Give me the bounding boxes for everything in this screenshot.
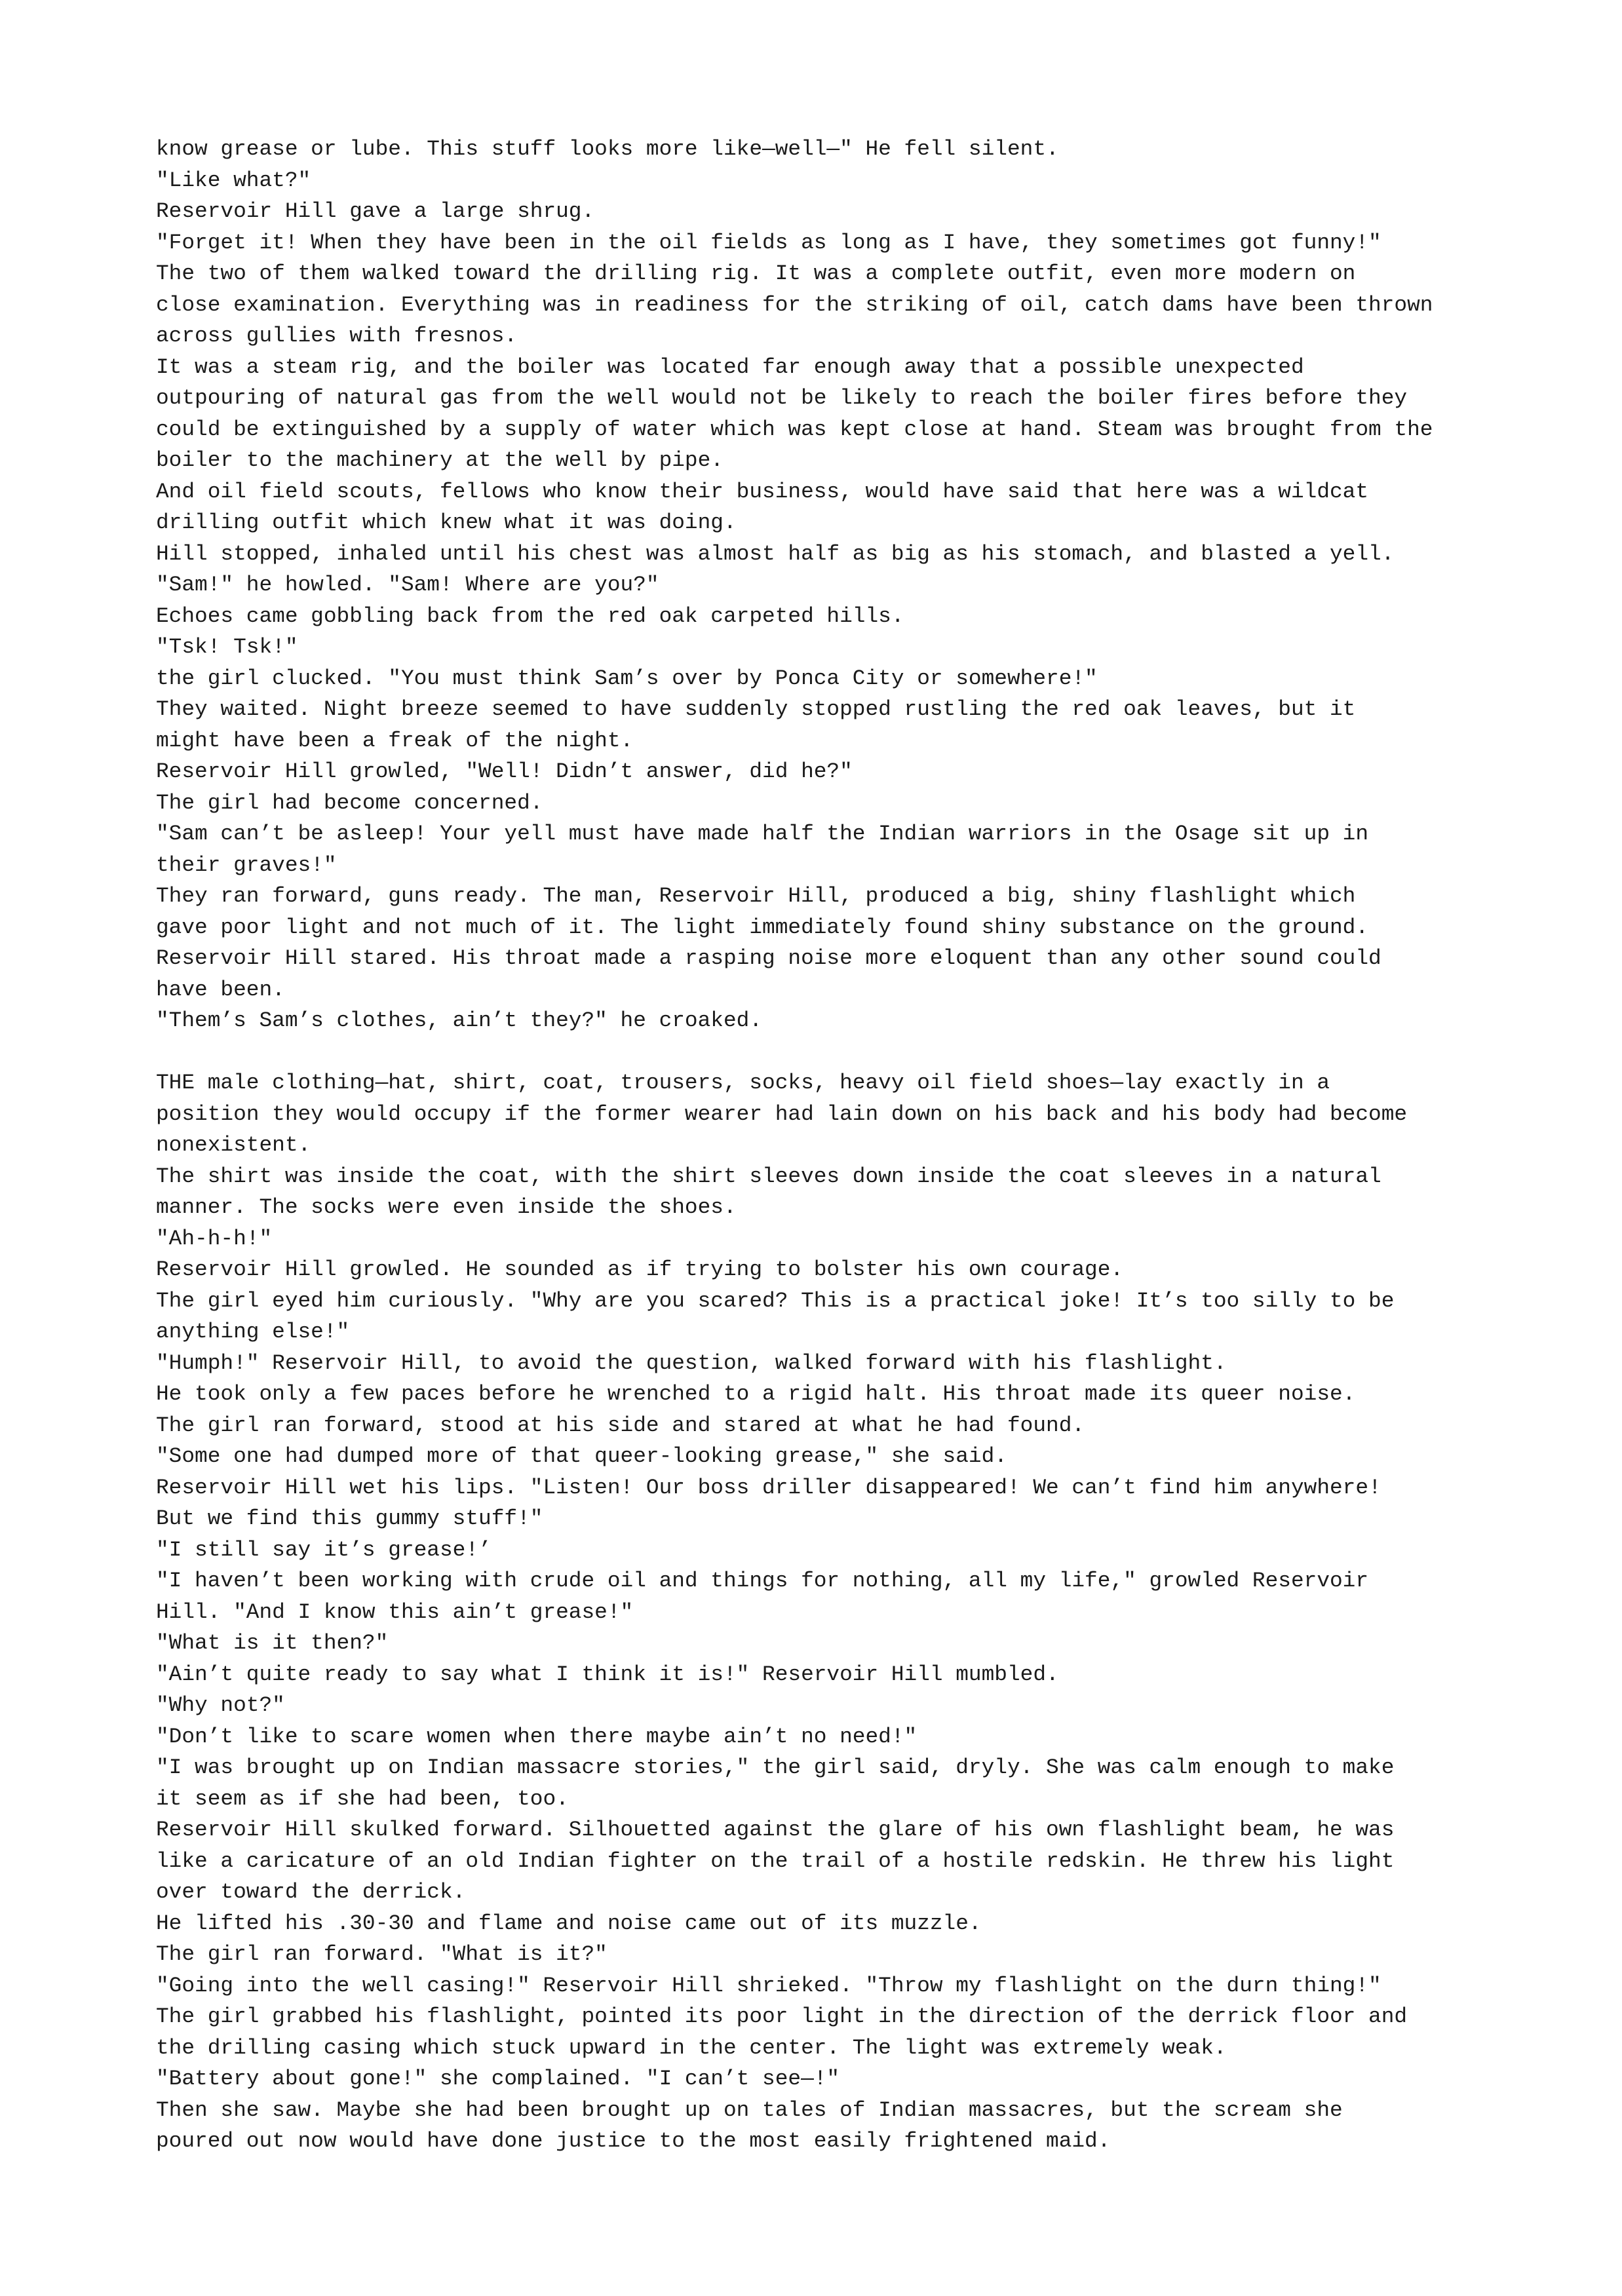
paragraph: "Tsk! Tsk!" xyxy=(156,635,298,659)
paragraph: "Why not?" xyxy=(156,1693,285,1717)
paragraph: The shirt was inside the coat, with the shirt sleeves down inside the coat sleeves in a natural manner. The socks were even inside the shoes. xyxy=(156,1164,1381,1219)
paragraph: And oil field scouts, fellows who know their business, would have said that here was a wildcat drilling outfit which knew what it was doing. xyxy=(156,479,1369,535)
paragraph: "Them’s Sam’s clothes, ain’t they?" he croaked. xyxy=(156,1008,763,1033)
paragraph: "Going into the well casing!" Reservoir Hill shrieked. "Throw my flashlight on the durn thing!" xyxy=(156,1973,1381,1998)
paragraph: Echoes came gobbling back from the red oak carpeted hills. xyxy=(156,603,904,628)
paragraph: "Ah-h-h!" xyxy=(156,1226,273,1251)
paragraph: The two of them walked toward the drilling rig. It was a complete outfit, even more modern on close examination. Everything was in readiness for the striking of oil, catch dams have been thrown across gullies with fresnos. xyxy=(156,261,1433,348)
paragraph: They ran forward, guns ready. The man, Reservoir Hill, produced a big, shiny flashlight which gave poor light and not much of it. The light immediately found shiny substance on the ground. xyxy=(156,884,1369,940)
paragraph: He took only a few paces before he wrenched to a rigid halt. His throat made its queer noise. xyxy=(156,1382,1356,1406)
paragraph: Reservoir Hill skulked forward. Silhouetted against the glare of his own flashlight beam, he was like a caricature of an old Indian fighter on the trail of a hostile redskin. He threw his light over toward the derrick. xyxy=(156,1818,1395,1904)
paragraph: "Sam!" he howled. "Sam! Where are you?" xyxy=(156,573,659,597)
paragraph: "Sam can’t be asleep! Your yell must have made half the Indian warriors in the Osage sit up in their graves!" xyxy=(156,822,1369,877)
paragraph: "I was brought up on Indian massacre stories," the girl said, dryly. She was calm enough to make it seem as if she had been, too. xyxy=(156,1755,1395,1811)
paragraph: The girl ran forward. "What is it?" xyxy=(156,1942,608,1966)
paragraph: "Forget it! When they have been in the oil fields as long as I have, they sometimes got funny!" xyxy=(156,230,1381,255)
section-break xyxy=(156,1037,1473,1068)
paragraph: Reservoir Hill stared. His throat made a rasping noise more eloquent than any other sound could have been. xyxy=(156,946,1381,1002)
paragraph: The girl ran forward, stood at his side and stared at what he had found. xyxy=(156,1413,1085,1438)
paragraph: "Like what?" xyxy=(156,168,311,193)
paragraph: The girl eyed him curiously. "Why are you scared? This is a practical joke! It’s too silly to be anything else!" xyxy=(156,1288,1395,1344)
paragraph: "I haven’t been working with crude oil and things for nothing, all my life," growled Reservoir Hill. "And I know this ain’t grease!" xyxy=(156,1569,1369,1624)
paragraph: "Don’t like to scare women when there maybe ain’t no need!" xyxy=(156,1724,917,1749)
document-page xyxy=(156,134,1473,2157)
paragraph: "Some one had dumped more of that queer-looking grease," she said. xyxy=(156,1444,1007,1468)
paragraph: know grease or lube. This stuff looks more like—well—" He fell silent. xyxy=(156,137,1059,161)
paragraph: Reservoir Hill growled. He sounded as if trying to bolster his own courage. xyxy=(156,1257,1124,1282)
paragraph: "What is it then?" xyxy=(156,1631,389,1655)
paragraph: "Humph!" Reservoir Hill, to avoid the question, walked forward with his flashlight. xyxy=(156,1350,1227,1375)
paragraph: Reservoir Hill gave a large shrug. xyxy=(156,199,595,223)
paragraph: Hill stopped, inhaled until his chest was almost half as big as his stomach, and blasted a yell. xyxy=(156,541,1395,566)
paragraph: They waited. Night breeze seemed to have suddenly stopped rustling the red oak leaves, but it might have been a freak of the night. xyxy=(156,697,1356,753)
paragraph: "I still say it’s grease!’ xyxy=(156,1537,492,1562)
paragraph: the girl clucked. "You must think Sam’s over by Ponca City or somewhere!" xyxy=(156,666,1098,691)
paragraph: The girl grabbed his flashlight, pointed its poor light in the direction of the derrick floor and the drilling casing which stuck upward in the center. The light was extremely weak. xyxy=(156,2004,1408,2060)
paragraph: "Ain’t quite ready to say what I think it is!" Reservoir Hill mumbled. xyxy=(156,1662,1059,1687)
paragraph: It was a steam rig, and the boiler was located far enough away that a possible unexpected outpouring of natural gas from the well would not be likely to reach the boiler fires before they could be extinguished by a supply of water which was kept close at hand. Steam was brought from the boiler to the machinery at the well by pipe. xyxy=(156,354,1433,472)
paragraph: Reservoir Hill growled, "Well! Didn’t answer, did he?" xyxy=(156,759,853,784)
paragraph: The girl had become concerned. xyxy=(156,790,543,815)
paragraph: "Battery about gone!" she complained. "I can’t see—!" xyxy=(156,2067,840,2091)
paragraph: THE male clothing—hat, shirt, coat, trousers, socks, heavy oil field shoes—lay exactly in a position they would occupy if the former wearer had lain down on his back and his body had become nonexistent. xyxy=(156,1071,1408,1157)
paragraph: Reservoir Hill wet his lips. "Listen! Our boss driller disappeared! We can’t find him anywhere! But we find this gummy stuff!" xyxy=(156,1475,1381,1531)
paragraph: Then she saw. Maybe she had been brought up on tales of Indian massacres, but the scream she poured out now would have done justice to the most easily frightened maid. xyxy=(156,2097,1343,2153)
paragraph: He lifted his .30-30 and flame and noise came out of its muzzle. xyxy=(156,1911,982,1936)
